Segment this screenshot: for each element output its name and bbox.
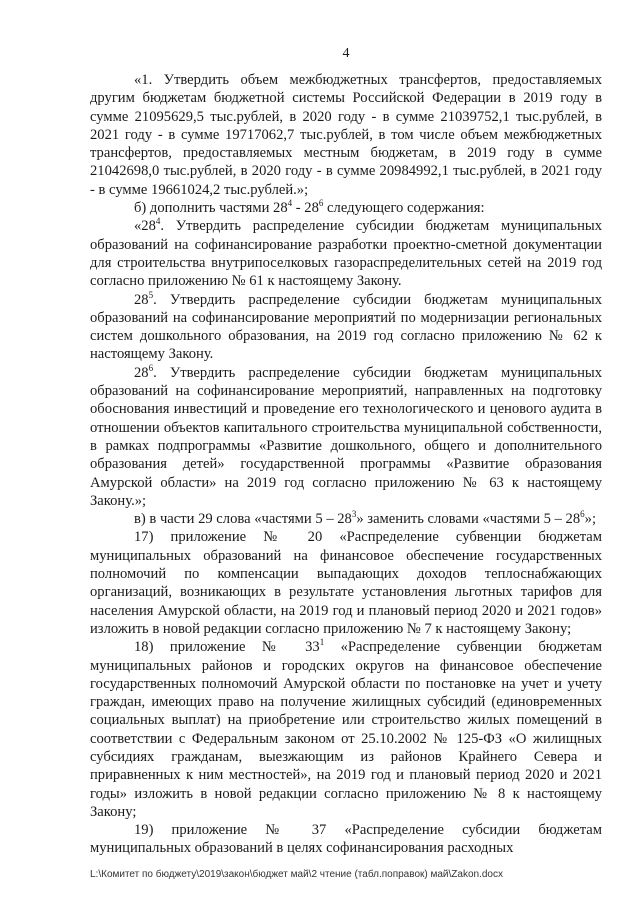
paragraph-8: 18) приложение № $33^1$ «Распределение субвенции бюджетам муниципальных районов и городских округов на финансовое обеспечение государственных полномочий Амурской области по постановке на учет и учету граждан, имеющих право на получение жилищных субсидий (единовременных социальных выплат) на приобретение или строительство жилых помещений в соответствии с Федеральным законом от 25.10.2002 № 125-ФЗ «О жилищных субсидиях гражданам, выезжающим из районов Крайнего Севера и приравненных к ним местностей», на 2019 год и плановый период 2020 и 2021 годы» изложить в новой редакции согласно приложению № 8 к настоящему Закону; bbox=[90, 637, 603, 820]
paragraph-6: в) в части 29 слова «частями $5 - 28^3$» заменить словами «частями $5 - 28^6$»; bbox=[134, 509, 597, 528]
paragraph-7: 17) приложение № 20 «Распределение субвенции бюджетам муниципальных образований на финансовое обеспечение государственных полномочий по компенсации выпадающих доходов теплоснабжающих организаций, возникающих в результате установления льготных тарифов для населения Амурской области, на 2019 год и плановый период 2020 и 2021 годов» изложить в новой редакции согласно приложению № 7 к настоящему Закону; bbox=[90, 529, 602, 637]
paragraph-3: «$28^4$. Утвердить распределение субсидии бюджетам муниципальных образований на софинансирование разработки проектно-сметной документации для строительства внутрипоселковых газораспределительных сетей на 2019 год согласно приложению № 61 к настоящему Закону. bbox=[90, 216, 602, 290]
superscript-index: 6 bbox=[148, 362, 154, 373]
superscript-index: 4 bbox=[155, 216, 161, 227]
superscript-index: 1 bbox=[319, 637, 325, 648]
superscript-index: 4 bbox=[287, 198, 293, 209]
paragraph-2: б) дополнить частями $28^4 - 28^6$ следующего содержания: bbox=[134, 198, 485, 217]
paragraph-4: $28^5$. Утвердить распределение субсидии бюджетам муниципальных образований на софинансирование мероприятий по модернизации региональных систем дошкольного образования, на 2019 год согласно приложению № 62 к настоящему Закону. bbox=[90, 289, 602, 363]
file-path-footer: L:\Комитет по бюджету\2019\закон\бюджет май\2 чтение (табл.поправок) май\Zakon.docx bbox=[90, 869, 503, 880]
superscript-index: 3 bbox=[351, 509, 357, 520]
paragraph-5: $28^6$. Утвердить распределение субсидии бюджетам муниципальных образований на софинансирование мероприятий, направленных на подготовку обоснования инвестиций и проведение его технологического и ценового аудита в отношении объектов капитального строительства муниципальной собственности, в рамках подпрограммы «Развитие дошкольного, общего и дополнительного образования детей» государственной программы «Развитие образования Амурской области» на 2019 год согласно приложению № 63 к настоящему Закону.»; bbox=[90, 362, 602, 509]
superscript-index: 5 bbox=[148, 289, 154, 300]
page-number: 4 bbox=[342, 46, 350, 61]
superscript-index: 6 bbox=[580, 509, 585, 520]
paragraph-1: «1. Утвердить объем межбюджетных трансфертов, предоставляемых другим бюджетам бюджетной системы Российской Федерации в 2019 году в сумме 21095629,5 тыс.рублей, в 2020 году - в сумме 21039752,1 тыс.рублей, в 2021 году - в сумме 19717062,7 тыс.рублей, в том числе объем межбюджетных трансфертов, предоставляемых местным бюджетам, в 2019 году в сумме 21042698,0 тыс.рублей, в 2020 году - в сумме 20984992,1 тыс.рублей, в 2021 году - в сумме 19661024,2 тыс.рублей.»; bbox=[90, 72, 602, 198]
superscript-index: 6 bbox=[318, 198, 324, 209]
paragraph-9: 19) приложение № 37 «Распределение субсидии бюджетам муниципальных образований в целях софинансирования расходных bbox=[90, 822, 602, 857]
